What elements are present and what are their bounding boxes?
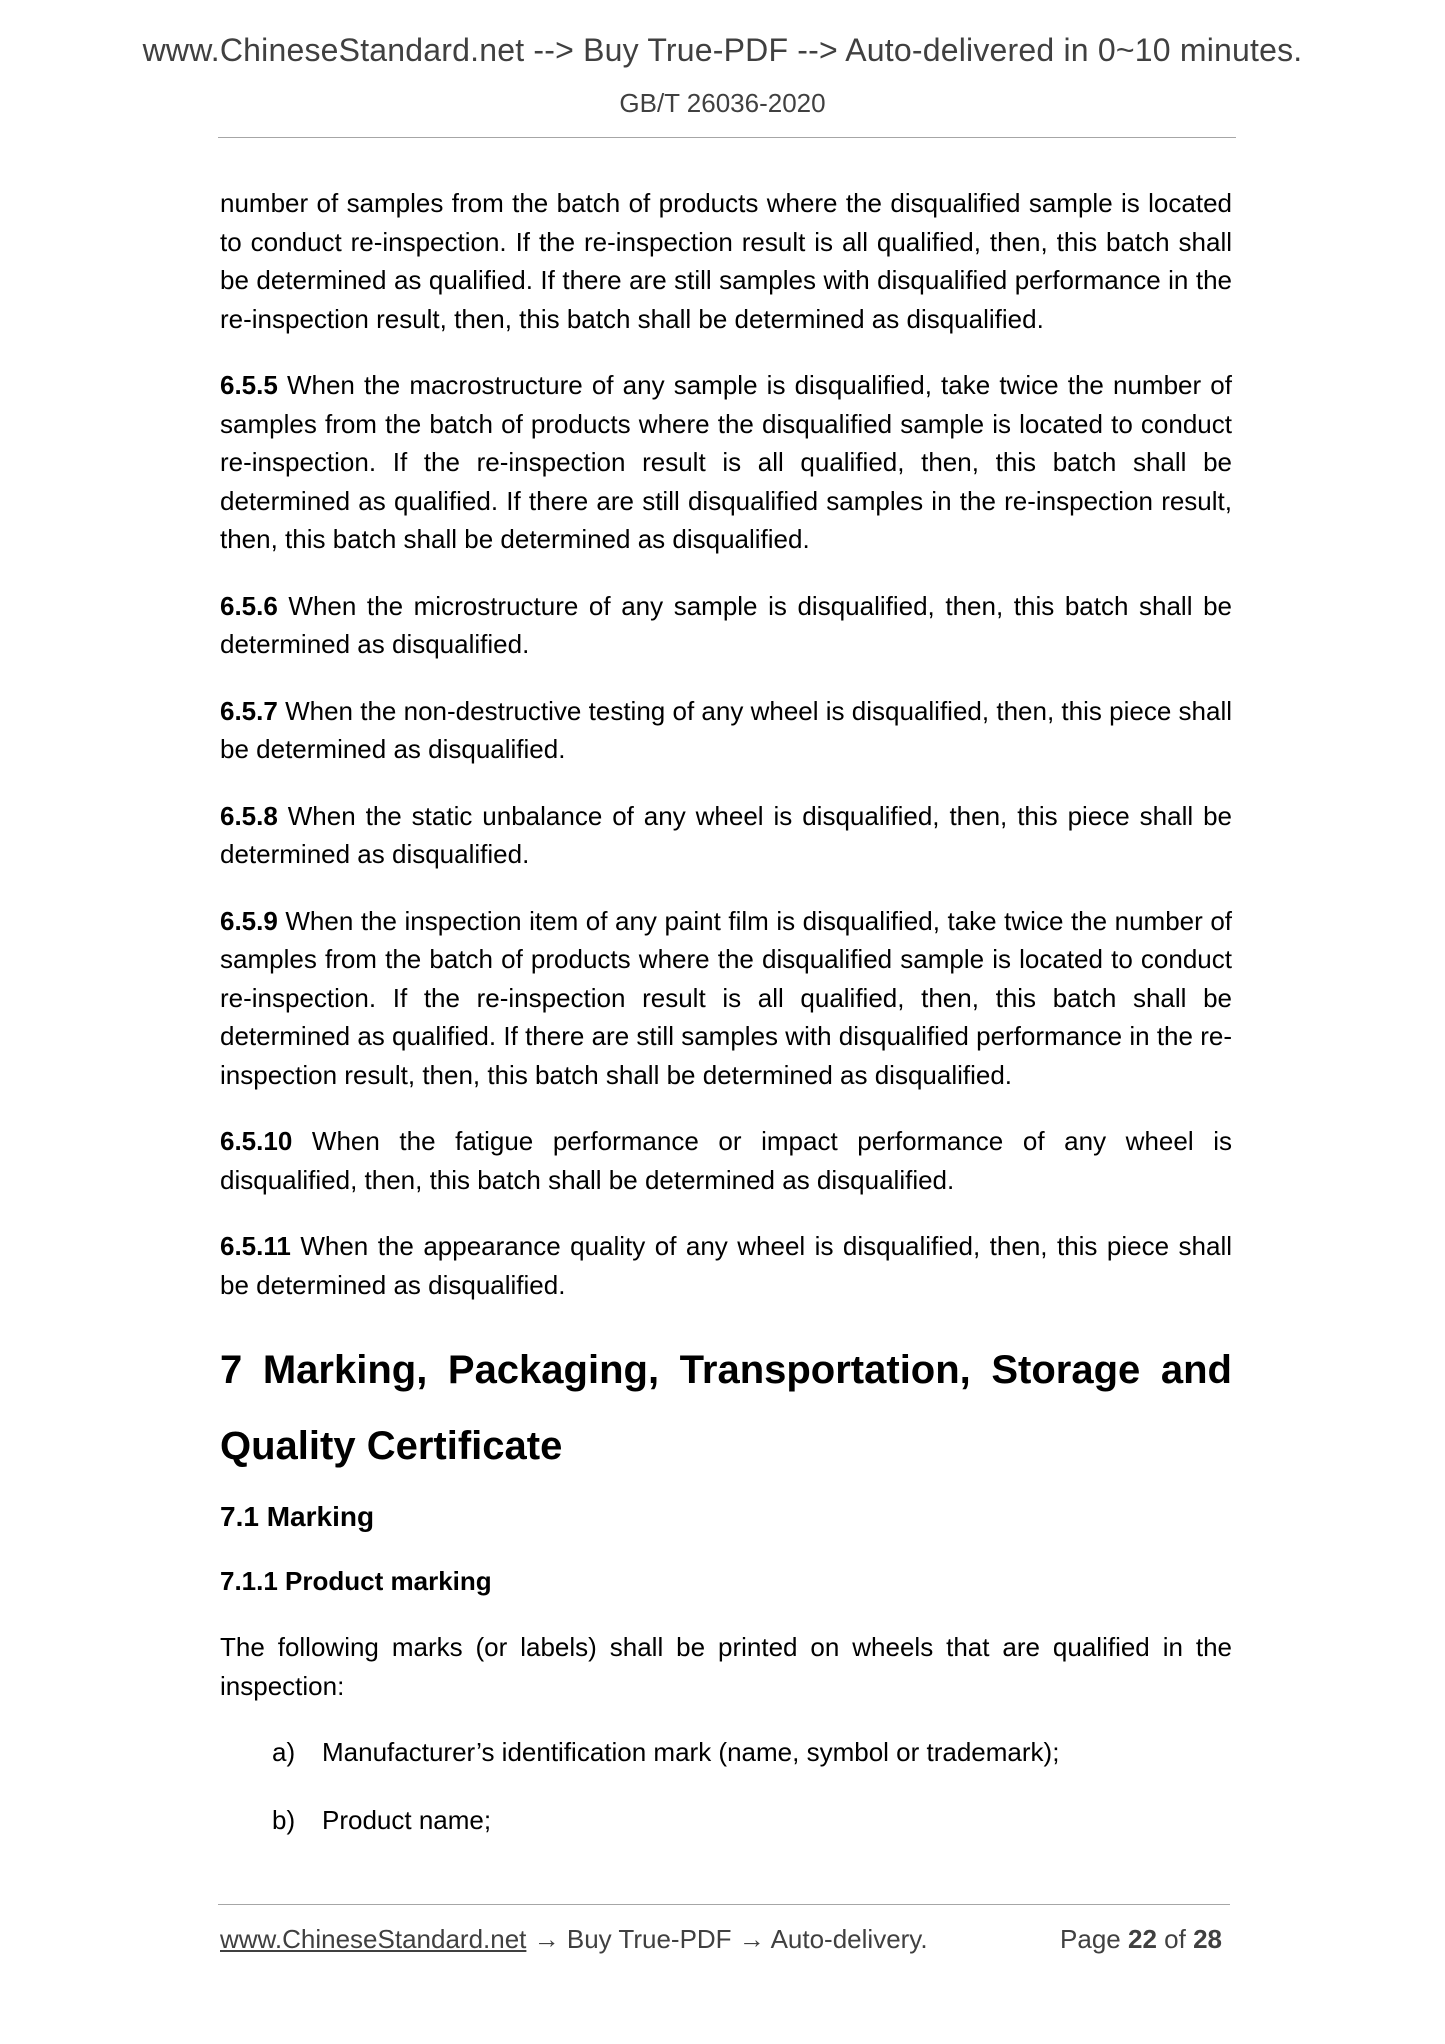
footer-tagline: → Buy True-PDF → Auto-delivery. [526, 1924, 928, 1954]
clause-text: When the static unbalance of any wheel is disqualified, then, this piece shall be determined as disqualified. [220, 800, 1232, 869]
page-indicator [1060, 1924, 1222, 1955]
page-footer [220, 1924, 1232, 1955]
clause-6-5-11 [220, 1227, 1232, 1304]
clause-number: 6.5.5 [220, 370, 278, 400]
page-current: 22 [1128, 1924, 1157, 1954]
clause-6-5-9 [220, 902, 1232, 1095]
clause-6-5-10 [220, 1122, 1232, 1199]
clause-text: When the fatigue performance or impact performance of any wheel is disqualified, then, this batch shall be determined as disqualified. [220, 1126, 1232, 1195]
header-banner: www.ChineseStandard.net --> Buy True-PDF --> Auto-delivered in 0~10 minutes. [142, 32, 1303, 68]
list-marker: b) [272, 1805, 296, 1835]
section-7-heading: 7 Marking, Packaging, Transportation, Storage and Quality Certificate [220, 1348, 1232, 1468]
clause-text: When the inspection item of any paint film is disqualified, take twice the number of samples from the batch of products where the disqualified sample is located to conduct re-inspection. If the re-inspection result is all qualified, then, this batch shall be determined as qualified. If there are still samples with disqualified performance in the re-inspection result, then, this batch shall be determined as disqualified. [220, 905, 1232, 1090]
clause-text: When the non-destructive testing of any wheel is disqualified, then, this piece shall be determined as disqualified. [220, 695, 1232, 764]
clause-6-5-7 [220, 692, 1232, 769]
clause-number: 6.5.9 [220, 905, 278, 936]
standard-code: GB/T 26036-2020 [619, 88, 826, 118]
clause-text: When the microstructure of any sample is disqualified, then, this batch shall be determined as disqualified. [220, 590, 1232, 659]
clause-number: 6.5.6 [220, 590, 278, 621]
page-total: 28 [1193, 1924, 1222, 1954]
section-7-1-heading: 7.1 Marking [220, 1501, 375, 1532]
footer-divider [218, 1904, 1230, 1905]
page-label: Page [1060, 1924, 1121, 1954]
clause-text: When the macrostructure of any sample is disqualified, take twice the number of samples from the batch of products where the disqualified sample is located to conduct re-inspection. If the re-inspection result is all qualified, then, this batch shall be determined as qualified. If there are still disqualified samples in the re-inspection result, then, this batch shall be determined as disqualified. [220, 370, 1232, 554]
list-item-text: Product name; [322, 1805, 492, 1835]
marking-intro: The following marks (or labels) shall be printed on wheels that are qualified in the inspection: [220, 1632, 1232, 1701]
clause-number: 6.5.7 [220, 695, 278, 726]
clause-6-5-8 [220, 797, 1232, 874]
clause-number: 6.5.10 [220, 1126, 293, 1156]
clause-6-5-6 [220, 587, 1232, 664]
list-item [220, 1733, 1232, 1771]
paragraph-text: number of samples from the batch of products where the disqualified sample is located to conduct re-inspection. If the re-inspection result is all qualified, then, this batch shall be determined as qualified. If there are still samples with disqualified performance in the re-inspection result, then, this batch shall be determined as disqualified. [220, 188, 1232, 334]
clause-number: 6.5.11 [220, 1231, 291, 1261]
list-marker: a) [272, 1737, 296, 1767]
list-item-text: Manufacturer’s identification mark (name, symbol or trademark); [322, 1737, 1060, 1767]
page-of: of [1164, 1924, 1186, 1954]
clause-text: When the appearance quality of any wheel is disqualified, then, this piece shall be determined as disqualified. [220, 1231, 1232, 1300]
paragraph-continuation [220, 184, 1232, 338]
document-body [220, 184, 1232, 1869]
section-7-1-1-heading: 7.1.1 Product marking [220, 1566, 492, 1596]
clause-6-5-5 [220, 366, 1232, 559]
header-divider [218, 137, 1236, 138]
list-item [220, 1801, 1232, 1839]
clause-number: 6.5.8 [220, 800, 278, 831]
footer-site-link[interactable]: www.ChineseStandard.net [220, 1924, 527, 1954]
